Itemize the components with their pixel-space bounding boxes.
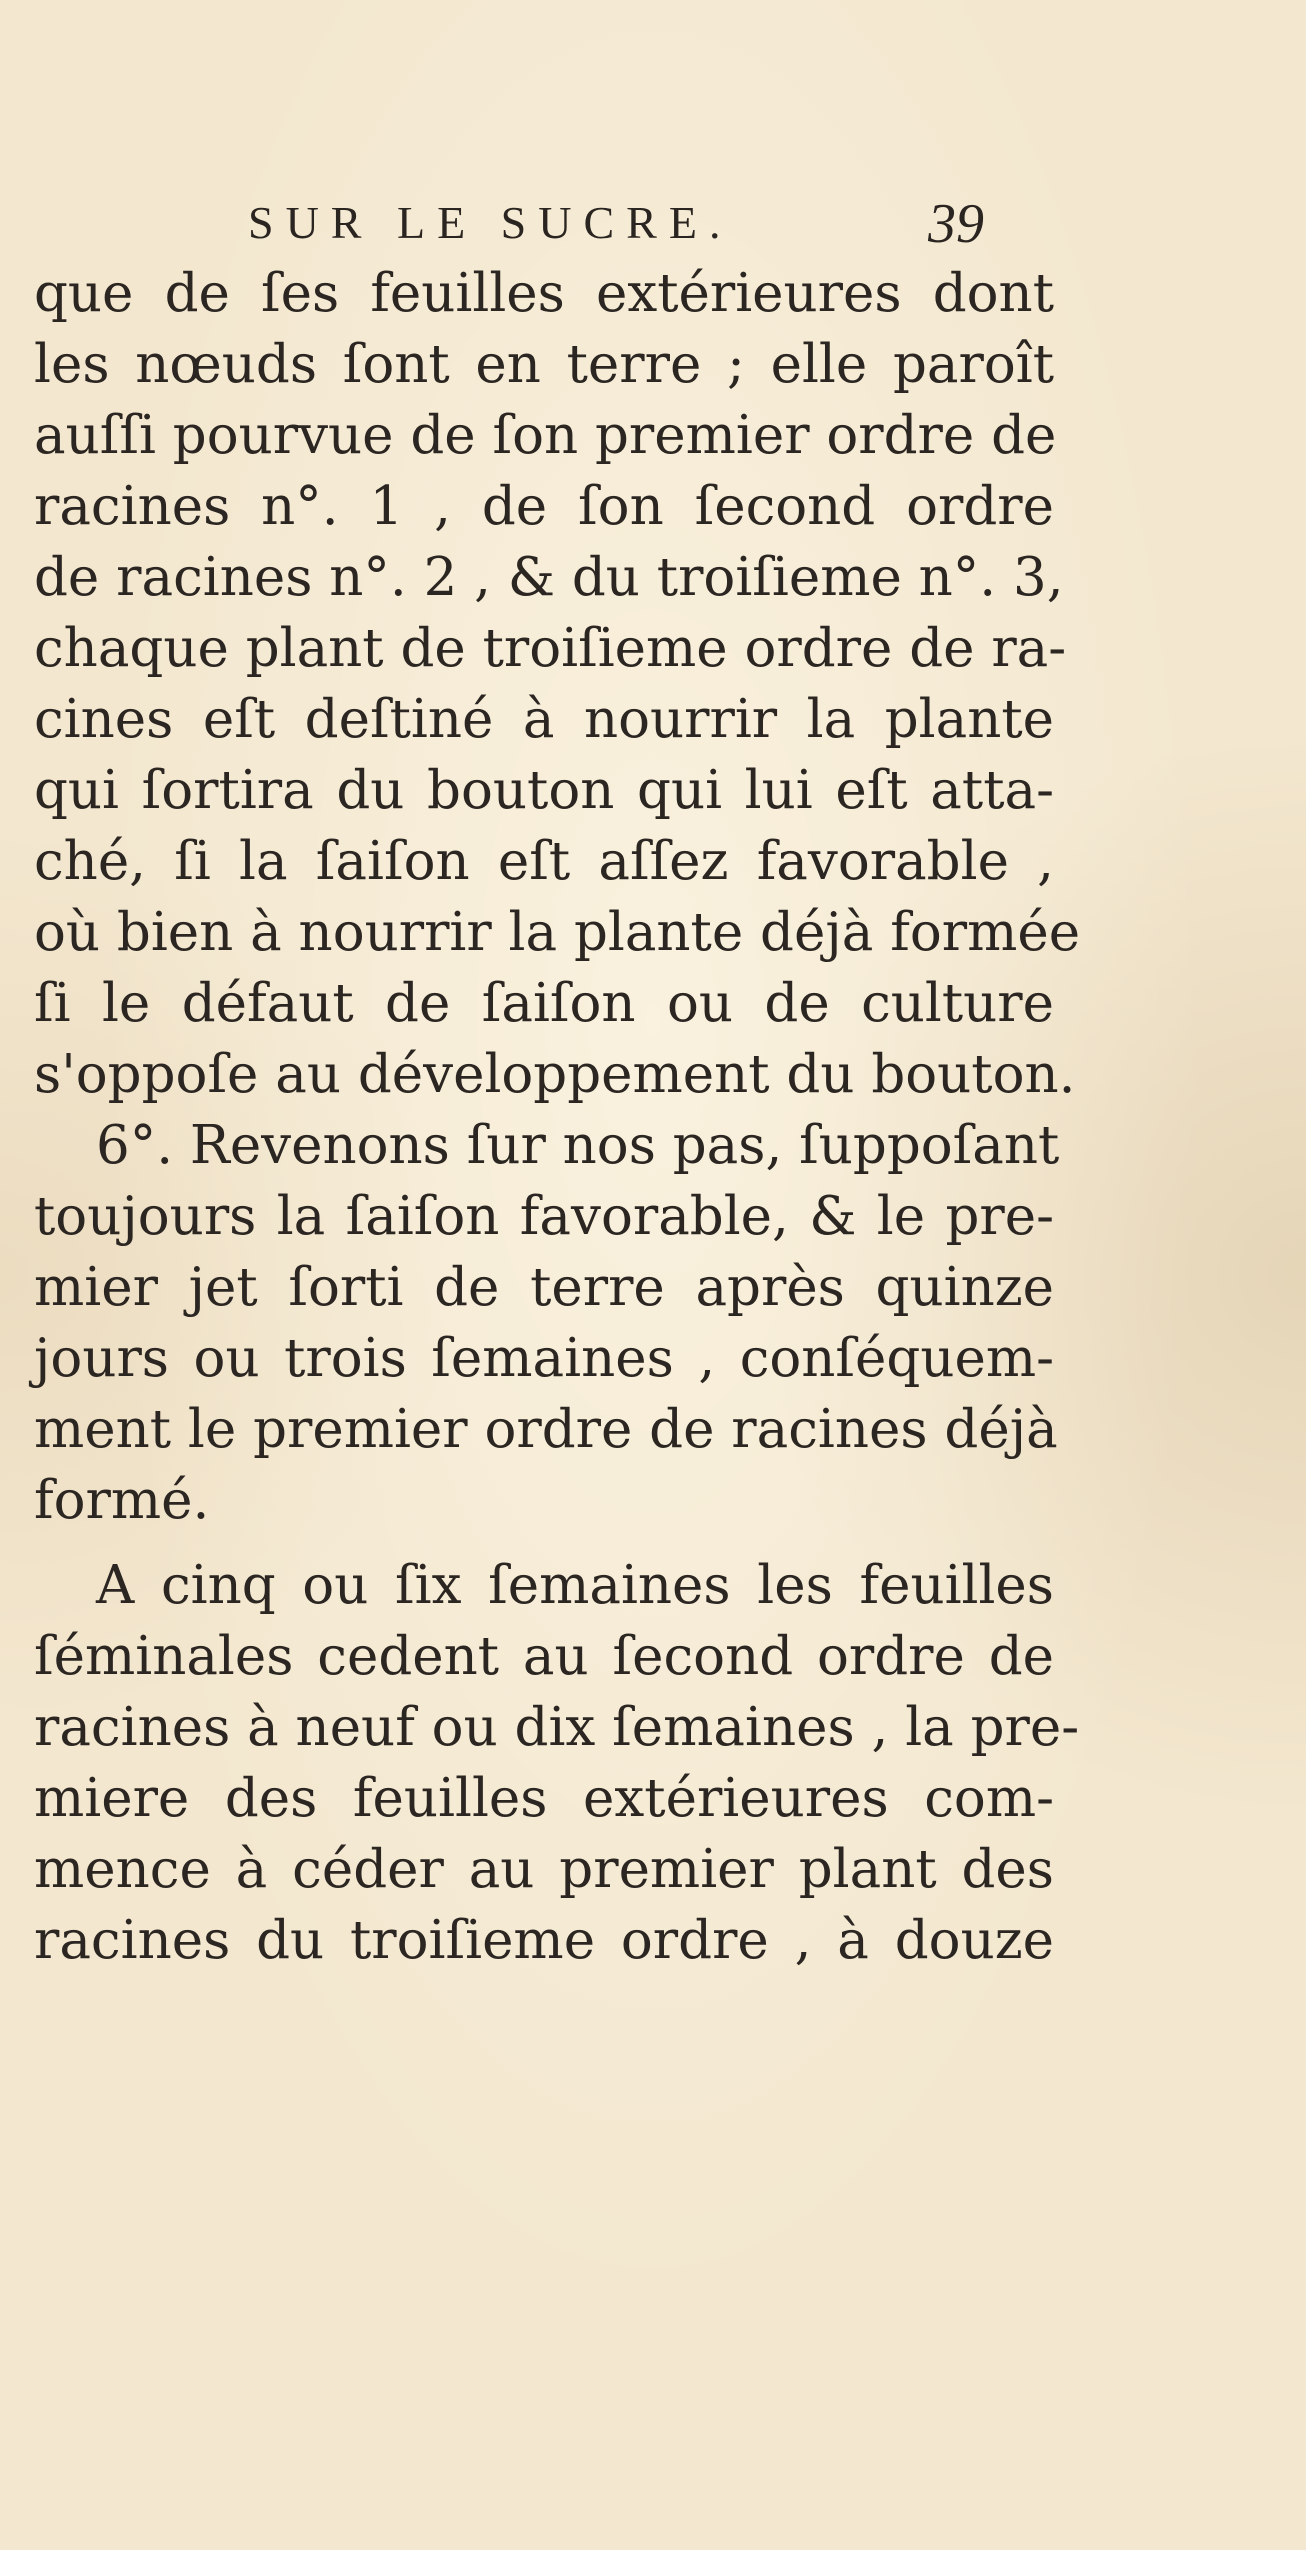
running-title: SUR LE SUCRE.	[248, 197, 733, 248]
text-line: A cinq ou ſix ſemaines les feuilles	[96, 1555, 1054, 1616]
text-line: mence à céder au premier plant des	[34, 1839, 1054, 1900]
text-line: de racines n°. 2 , & du troiſieme n°. 3,	[34, 547, 1064, 608]
text-line: cines eſt deſtiné à nourrir la plante	[34, 689, 1054, 750]
text-line: où bien à nourrir la plante déjà formée	[34, 902, 1081, 963]
text-line: ſi le défaut de ſaiſon ou de culture	[34, 973, 1054, 1034]
page-number: 39	[928, 193, 984, 255]
text-line: formé.	[34, 1470, 210, 1531]
text-line: que de ſes feuilles extérieures dont	[34, 263, 1054, 324]
text-line: jours ou trois ſemaines , conſéquem-	[34, 1328, 1054, 1389]
text-line: racines à neuf ou dix ſemaines , la pre-	[34, 1697, 1080, 1758]
text-line: auſſi pourvue de ſon premier ordre de	[34, 405, 1057, 466]
text-line: ſéminales cedent au ſecond ordre de	[34, 1626, 1054, 1687]
text-line: toujours la ſaiſon favorable, & le pre-	[34, 1186, 1054, 1247]
text-line: racines n°. 1 , de ſon ſecond ordre	[34, 476, 1054, 537]
text-line: les nœuds ſont en terre ; elle paroît	[34, 334, 1054, 395]
text-line: racines du troiſieme ordre , à douze	[34, 1910, 1054, 1971]
text-line: qui ſortira du bouton qui lui eſt atta-	[34, 760, 1054, 821]
text-line: 6°. Revenons ſur nos pas, ſuppoſant	[96, 1115, 1060, 1176]
text-line: ment le premier ordre de racines déjà	[34, 1399, 1058, 1460]
body-text	[34, 258, 1081, 1976]
text-line: s'oppoſe au développement du bouton.	[34, 1044, 1076, 1105]
text-line: ché, ſi la ſaiſon eſt aſſez favorable ,	[34, 831, 1054, 892]
text-line: chaque plant de troiſieme ordre de ra-	[34, 618, 1067, 679]
text-line: mier jet ſorti de terre après quinze	[34, 1257, 1054, 1318]
text-line: miere des feuilles extérieures com-	[34, 1768, 1054, 1829]
running-head	[248, 188, 984, 258]
